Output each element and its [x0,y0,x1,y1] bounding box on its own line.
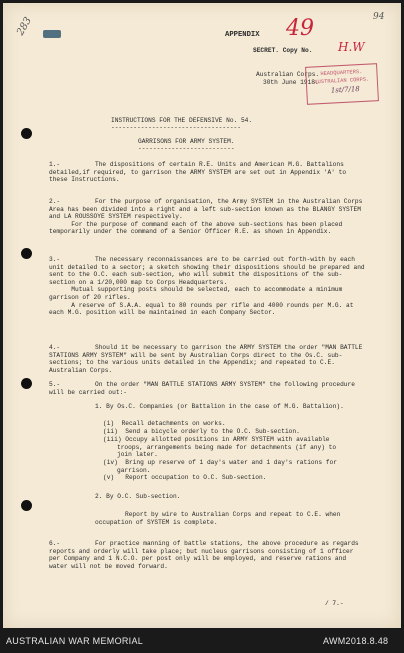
para-number-4: 4.- [49,344,61,351]
para-number-3: 3.- [49,256,61,263]
paragraph-6: For practice manning of battle stations, the above procedure as regards reports and orderly will take place; but nucleus garrisons consisting of 1 officer per Company and 1 N.C.O. per post only will be employed, and reserve rations and water will not be moved forward. [49,540,363,570]
subtitle-underline: -------------------------- [138,145,235,152]
paragraph-3: The necessary reconnaissances are to be carried out forth-with by each unit detailed to a sector; a sketch showing their dispositions should be prepared and sent to the O.C. each sub-section, who will submit the dispositions of the sub-section on a 1/20,000 map to Corps Headquarters. Mutual supporting posts should be selected, each to accommodate a minimum garrison of 20 rifles. A reserve of S.A.A. equal to 80 rounds per rifle and 4000 rounds per M.G. at each M.G. position will be maintained in each Company Sector. [49,256,365,317]
punch-hole [21,378,32,389]
archive-footer [0,628,404,653]
footer-accession-number: AWM2018.8.48 [323,636,389,646]
punch-hole [21,128,32,139]
headquarters-stamp [305,63,379,105]
stamp-line-1: HEADQUARTERS. [320,68,363,78]
punch-hole [21,500,32,511]
paragraph-5: On the order "MAN BATTLE STATIONS ARMY SYSTEM" the following procedure will be carried out:- [49,381,359,396]
archive-number-top-left: 283 [15,15,35,38]
paragraph-4: Should it be necessary to garrison the ARMY SYSTEM the order "MAN BATTLE STATIONS ARMY SYSTEM" will be sent by Australian Corps direct to the Os.C. sub-sections; to the various units detailed in the Appendix; and repeated to C.E. Australian Corps. [49,344,367,374]
subsection-2-heading: 2. By O.C. Sub-section. [95,493,181,500]
footer-institution: AUSTRALIAN WAR MEMORIAL [6,636,144,646]
para-number-5: 5.- [49,381,61,388]
paper-clip-mark [43,30,61,38]
appendix-number: 49 [286,16,314,41]
appendix-label: APPENDIX [225,31,260,39]
document-title: INSTRUCTIONS FOR THE DEFENSIVE No. 54. [111,117,253,124]
paragraph-1: The dispositions of certain R.E. Units and American M.G. Battalions detailed,if required, to garrison the ARMY SYSTEM are set out in Appendix 'A' to these Instructions. [49,161,350,184]
document-subtitle: GARRISONS FOR ARMY SYSTEM. [138,138,235,145]
para-number-1: 1.- [49,161,61,168]
para-number-6: 6.- [49,540,61,547]
origin: Australian Corps. [256,71,320,78]
document-page [3,3,401,628]
stamp-line-2: AUSTRALIAN CORPS. [314,76,370,86]
date: 30th June 1918. [263,79,319,86]
para-number-2: 2.- [49,198,61,205]
punch-hole [21,248,32,259]
archive-number-top-right: 94 [373,12,385,22]
title-underline: ----------------------------------- [111,124,241,131]
subsection-1-item: (ii) Send a bicycle orderly to the O.C. Sub-section. [103,428,300,435]
secret-copy-label: SECRET. Copy No. [253,47,313,54]
subsection-1-item: (v) Report occupation to O.C. Sub-section. [103,474,267,481]
subsection-1-item: (i) Recall detachments on works. [103,420,226,427]
subsection-1-heading: 1. By Os.C. Companies (or Battalion in the case of M.G. Battalion). [95,403,344,410]
page-continuation: / 7.- [325,600,344,607]
subsection-1-item: (iv) Bring up reserve of 1 day's water and 1 day's rations for garrison. [103,459,341,474]
subsection-2-text: Report by wire to Australian Corps and repeat to C.E. when occupation of SYSTEM is complete. [95,511,345,526]
paragraph-2: For the purpose of organisation, the Army SYSTEM in the Australian Corps Area has been divided into a right and a left sub-section known as the BLANGY SYSTEM and LA ROUSSOYE SYSTEM respectively. For the purpose of command each of the above sub-sections has been placed temporarily under the command of a Senior Officer R.E. as shown in Appendix. [49,198,363,236]
subsection-1-item: (iii) Occupy allotted positions in ARMY SYSTEM with available troops, arrangements being made for detachments (if any) to join later. [103,436,340,459]
copy-number-handwritten: H.W [338,40,365,54]
stamp-date: 1st/7/18 [330,85,360,95]
